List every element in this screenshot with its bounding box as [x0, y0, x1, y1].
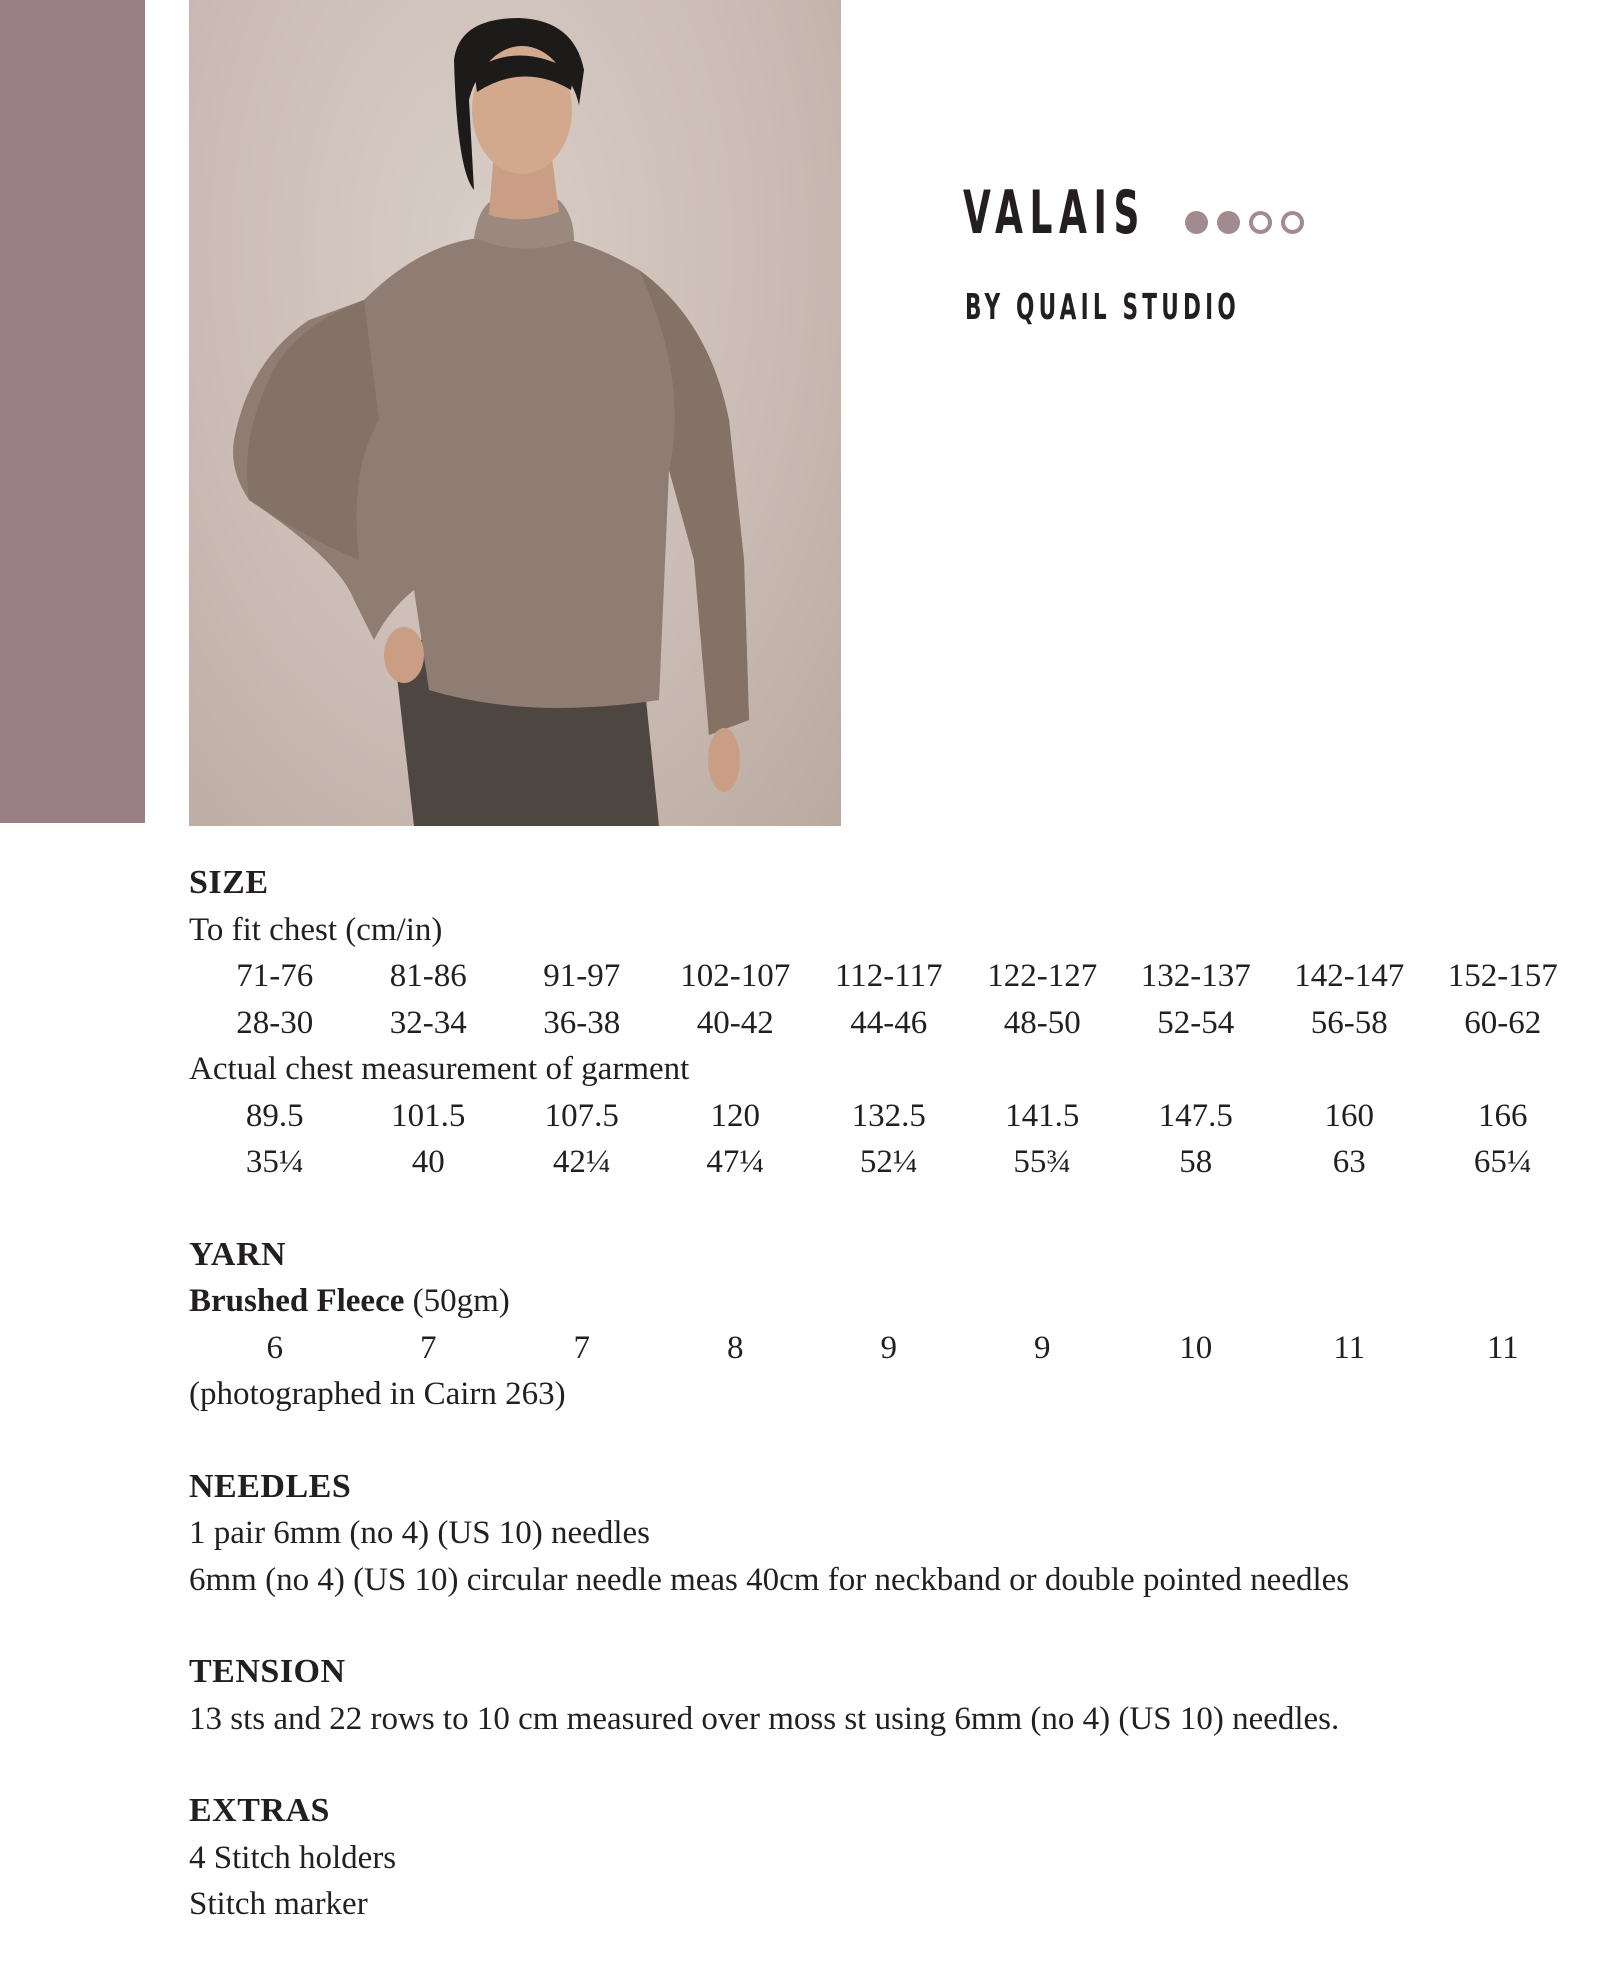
tension-section [189, 1649, 1569, 1742]
yarn-weight: (50gm) [412, 1283, 510, 1319]
quantity-cell: 8 [727, 1329, 744, 1366]
model-photo [189, 0, 841, 826]
size-cell: 58 [1179, 1144, 1213, 1180]
size-cell: 42¼ [552, 1144, 611, 1180]
size-cell: 32-34 [389, 1004, 467, 1041]
size-cell: 47¼ [706, 1144, 765, 1180]
size-cell: 112-117 [834, 958, 943, 994]
needles-line: 1 pair 6mm (no 4) (US 10) needles [189, 1515, 650, 1551]
quantity-cell: 9 [880, 1329, 897, 1366]
yarn-name-line [189, 1278, 1569, 1325]
size-cell: 152-157 [1447, 958, 1558, 994]
difficulty-dot-filled-icon [1185, 211, 1208, 234]
size-cell: 55¾ [1013, 1144, 1072, 1180]
needles-heading: NEEDLES [189, 1467, 352, 1505]
needles-section [189, 1464, 1569, 1604]
size-cell: 91-97 [543, 958, 621, 994]
size-cell: 56-58 [1310, 1004, 1388, 1041]
size-cell: 122-127 [987, 958, 1098, 994]
actual-chest-label: Actual chest measurement of garment [189, 1051, 690, 1087]
size-cell: 63 [1332, 1144, 1366, 1180]
quantity-cell: 11 [1333, 1329, 1366, 1366]
difficulty-indicator [1185, 211, 1313, 239]
pattern-title: VALAIS [963, 178, 1147, 248]
size-cell: 40-42 [696, 1004, 774, 1041]
size-cell: 166 [1478, 1097, 1528, 1134]
fit-chest-cm-row [198, 953, 1569, 1000]
extras-heading: EXTRAS [189, 1792, 330, 1829]
size-cell: 52-54 [1157, 1004, 1235, 1041]
size-cell: 71-76 [236, 958, 314, 994]
quantity-cell: 7 [420, 1329, 437, 1366]
size-cell: 147.5 [1158, 1097, 1233, 1134]
size-cell: 52¼ [859, 1144, 918, 1180]
size-cell: 102-107 [680, 958, 791, 994]
size-cell: 35¼ [245, 1144, 304, 1180]
quantity-cell: 9 [1034, 1329, 1051, 1366]
size-cell: 40 [411, 1144, 445, 1180]
yarn-heading: YARN [189, 1235, 287, 1273]
size-cell: 142-147 [1294, 958, 1405, 994]
tension-text: 13 sts and 22 rows to 10 cm measured over moss st using 6mm (no 4) (US 10) needles. [189, 1700, 1340, 1737]
size-cell: 132.5 [851, 1097, 926, 1134]
size-cell: 120 [710, 1097, 760, 1134]
tension-heading: TENSION [189, 1653, 346, 1690]
extras-line: Stitch marker [189, 1886, 368, 1922]
size-section [189, 860, 1569, 1186]
size-cell: 81-86 [389, 958, 467, 994]
designer-byline: BY QUAIL STUDIO [965, 287, 1240, 328]
difficulty-dot-empty-icon [1281, 211, 1304, 234]
size-cell: 101.5 [391, 1097, 466, 1134]
size-cell: 44-46 [850, 1004, 928, 1041]
size-cell: 48-50 [1003, 1004, 1081, 1041]
yarn-note: (photographed in Cairn 263) [189, 1376, 566, 1412]
extras-line: 4 Stitch holders [189, 1839, 397, 1876]
actual-chest-cm-row [198, 1093, 1569, 1140]
yarn-name: Brushed Fleece [189, 1283, 405, 1319]
size-cell: 160 [1324, 1097, 1374, 1134]
size-cell: 36-38 [543, 1004, 621, 1041]
size-cell: 60-62 [1464, 1004, 1542, 1041]
fit-chest-in-row [198, 1000, 1569, 1047]
pattern-details [189, 860, 1569, 1974]
quantity-cell: 10 [1179, 1329, 1213, 1366]
needles-line: 6mm (no 4) (US 10) circular needle meas 40cm for neckband or double pointed needles [189, 1561, 1350, 1598]
difficulty-dot-empty-icon [1249, 211, 1272, 234]
size-heading: SIZE [189, 864, 269, 901]
actual-chest-in-row [198, 1139, 1569, 1186]
size-cell: 107.5 [544, 1097, 619, 1134]
size-cell: 28-30 [236, 1004, 314, 1041]
size-cell: 89.5 [245, 1097, 304, 1134]
fit-chest-label: To fit chest (cm/in) [189, 911, 443, 948]
quantity-cell: 7 [573, 1329, 590, 1366]
quantity-cell: 11 [1486, 1329, 1519, 1366]
yarn-section [189, 1232, 1569, 1418]
quantity-cell: 6 [266, 1329, 283, 1366]
size-cell: 65¼ [1473, 1144, 1532, 1180]
size-cell: 132-137 [1140, 958, 1251, 994]
sweater-model-illustration [189, 0, 841, 826]
accent-side-bar [0, 0, 145, 823]
extras-section [189, 1788, 1569, 1928]
difficulty-dot-filled-icon [1217, 211, 1240, 234]
size-cell: 141.5 [1005, 1097, 1080, 1134]
yarn-quantities-row [198, 1325, 1569, 1372]
